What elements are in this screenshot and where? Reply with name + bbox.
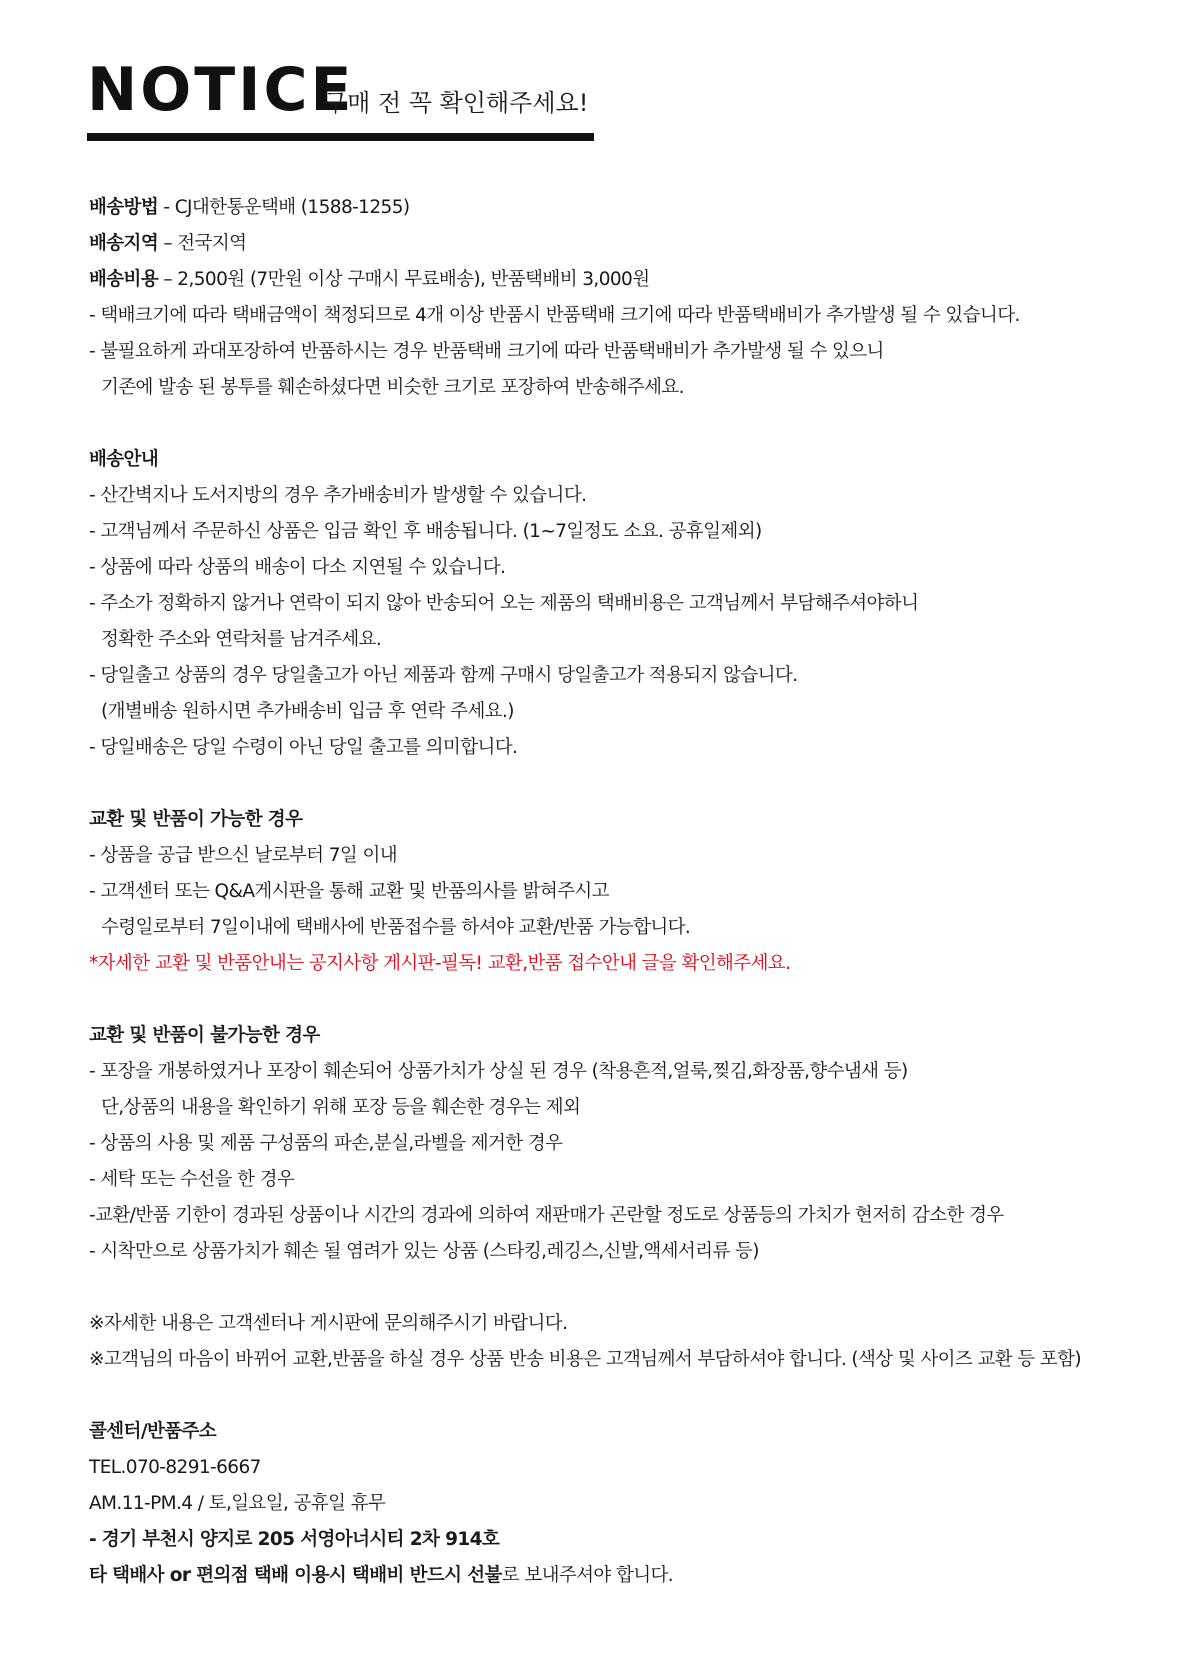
delivery-guide-item: - 당일배송은 당일 수령이 아닌 당일 출고를 의미합니다.	[89, 737, 518, 758]
return-impossible-item: - 상품의 사용 및 제품 구성품의 파손,분실,라벨을 제거한 경우	[89, 1133, 563, 1154]
delivery-guide-item: - 고객님께서 주문하신 상품은 입금 확인 후 배송됩니다. (1~7일정도 소요. 공휴일제외)	[89, 521, 762, 542]
delivery-guide-item: - 주소가 정확하지 않거나 연락이 되지 않아 반송되어 오는 제품의 택배비용은 고객님께서 부담해주셔야하니	[89, 593, 919, 614]
delivery-guide-item-continued: 정확한 주소와 연락처를 남겨주세요.	[101, 629, 382, 650]
call-center-heading: 콜센터/반품주소	[89, 1421, 217, 1442]
shipping-cost-label: 배송비용	[89, 269, 159, 290]
delivery-guide-item: - 상품에 따라 상품의 배송이 다소 지연될 수 있습니다.	[89, 557, 506, 578]
page-title: NOTICE	[87, 55, 355, 125]
prepaid-notice	[89, 1558, 1179, 1594]
shipping-region-line	[89, 226, 1179, 262]
prepaid-notice-bold: 타 택배사 or 편의점 택배 이용시 택배비 반드시 선불	[89, 1565, 502, 1586]
shipping-method-line	[89, 190, 1179, 226]
return-address: - 경기 부천시 양지로 205 서영아너시티 2차 914호	[89, 1529, 500, 1550]
return-impossible-item: - 세탁 또는 수선을 한 경우	[89, 1169, 295, 1190]
call-center-tel: TEL.070-8291-6667	[89, 1457, 261, 1478]
header-underline	[87, 133, 594, 141]
footnote: ※자세한 내용은 고객센터나 게시판에 문의해주시기 바랍니다.	[89, 1313, 568, 1334]
return-notice-highlight: *자세한 교환 및 반품안내는 공지사항 게시판-필독! 교환,반품 접수안내 글을 확인해주세요.	[89, 953, 791, 974]
return-impossible-item: - 포장을 개봉하였거나 포장이 훼손되어 상품가치가 상실 된 경우 (착용흔적,얼룩,찢김,화장품,향수냄새 등)	[89, 1061, 908, 1082]
shipping-cost-value: – 2,500원 (7만원 이상 구매시 무료배송), 반품택배비 3,000원	[158, 269, 650, 290]
shipping-region-value: – 전국지역	[158, 233, 247, 254]
return-impossible-item: - 시착만으로 상품가치가 훼손 될 염려가 있는 상품 (스타킹,레깅스,신발,액세서리류 등)	[89, 1241, 759, 1262]
shipping-method-value: - CJ대한통운택배 (1588-1255)	[158, 197, 410, 218]
return-possible-heading: 교환 및 반품이 가능한 경우	[89, 809, 303, 830]
notice-content	[89, 190, 1179, 1594]
delivery-guide-item-continued: (개별배송 원하시면 추가배송비 입금 후 연락 주세요.)	[101, 701, 514, 722]
notice-header	[87, 55, 594, 142]
return-possible-item: - 상품을 공급 받으신 날로부터 7일 이내	[89, 845, 397, 866]
shipping-region-label: 배송지역	[89, 233, 159, 254]
footnote: ※고객님의 마음이 바뀌어 교환,반품을 하실 경우 상품 반송 비용은 고객님께서 부담하셔야 합니다. (색상 및 사이즈 교환 등 포함)	[89, 1349, 1082, 1370]
shipping-cost-line	[89, 262, 1179, 298]
return-possible-item-continued: 수령일로부터 7일이내에 택배사에 반품접수를 하셔야 교환/반품 가능합니다.	[101, 917, 691, 938]
delivery-guide-item: - 당일출고 상품의 경우 당일출고가 아닌 제품과 함께 구매시 당일출고가 적용되지 않습니다.	[89, 665, 798, 686]
return-possible-item: - 고객센터 또는 Q&A게시판을 통해 교환 및 반품의사를 밝혀주시고	[89, 881, 609, 902]
shipping-note: - 불필요하게 과대포장하여 반품하시는 경우 반품택배 크기에 따라 반품택배비가 추가발생 될 수 있으니	[89, 341, 884, 362]
delivery-guide-heading: 배송안내	[89, 449, 159, 470]
return-impossible-item: -교환/반품 기한이 경과된 상품이나 시간의 경과에 의하여 재판매가 곤란할 정도로 상품등의 가치가 현저히 감소한 경우	[89, 1205, 1004, 1226]
prepaid-notice-rest: 로 보내주셔야 합니다.	[501, 1565, 674, 1586]
return-impossible-heading: 교환 및 반품이 불가능한 경우	[89, 1025, 320, 1046]
call-center-hours: AM.11-PM.4 / 토,일요일, 공휴일 휴무	[89, 1493, 386, 1514]
page-subtitle: 구매 전 꼭 확인해주세요!	[324, 89, 589, 117]
return-impossible-item-continued: 단,상품의 내용을 확인하기 위해 포장 등을 훼손한 경우는 제외	[101, 1097, 581, 1118]
shipping-note-continued: 기존에 발송 된 봉투를 훼손하셨다면 비슷한 크기로 포장하여 반송해주세요.	[101, 377, 684, 398]
shipping-note: - 택배크기에 따라 택배금액이 책정되므로 4개 이상 반품시 반품택배 크기에 따라 반품택배비가 추가발생 될 수 있습니다.	[89, 305, 1020, 326]
shipping-method-label: 배송방법	[89, 197, 159, 218]
delivery-guide-item: - 산간벽지나 도서지방의 경우 추가배송비가 발생할 수 있습니다.	[89, 485, 587, 506]
